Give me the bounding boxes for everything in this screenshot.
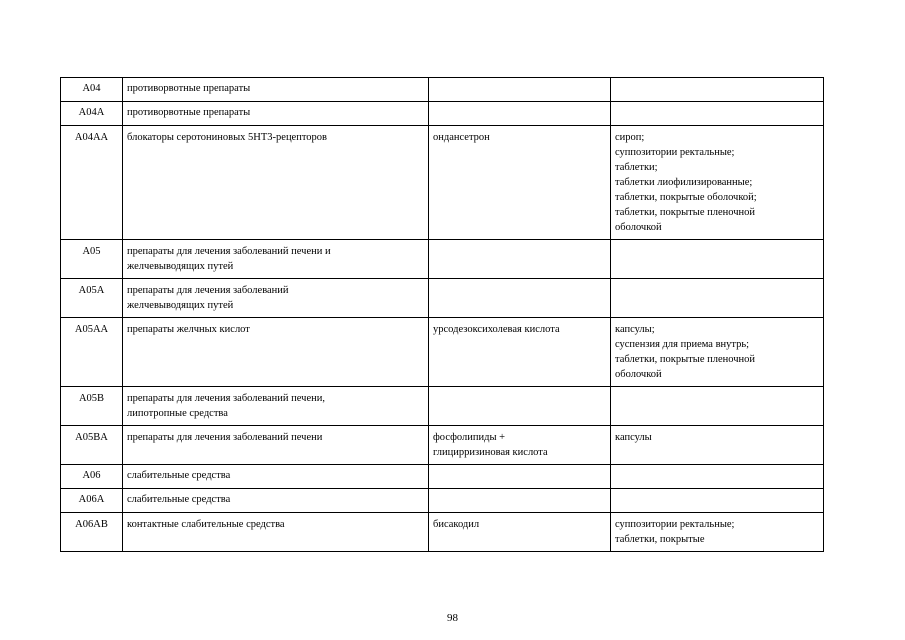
inn-cell	[429, 465, 611, 489]
atc-code-cell: A05B	[61, 387, 123, 426]
group-name-cell: контактные слабительные средства	[123, 513, 429, 552]
inn-cell: бисакодил	[429, 513, 611, 552]
table-row	[61, 102, 824, 126]
table-row	[61, 126, 824, 240]
inn-cell	[429, 240, 611, 279]
group-name-cell: слабительные средства	[123, 489, 429, 513]
dosage-forms-cell	[611, 489, 824, 513]
table-row	[61, 465, 824, 489]
table-row	[61, 78, 824, 102]
dosage-forms-cell	[611, 279, 824, 318]
dosage-forms-cell: сироп; суппозитории ректальные; таблетки; таблетки лиофилизированные; таблетки, покрытые оболочкой; таблетки, покрытые пленочной оболочкой	[611, 126, 824, 240]
inn-cell	[429, 279, 611, 318]
drug-table	[60, 77, 824, 552]
inn-cell: ондансетрон	[429, 126, 611, 240]
group-name-cell: препараты желчных кислот	[123, 318, 429, 387]
group-name-cell: слабительные средства	[123, 465, 429, 489]
group-name-cell: блокаторы серотониновых 5HT3-рецепторов	[123, 126, 429, 240]
table-row	[61, 240, 824, 279]
group-name-cell: препараты для лечения заболеваний печени, липотропные средства	[123, 387, 429, 426]
atc-code-cell: A06	[61, 465, 123, 489]
table-row	[61, 489, 824, 513]
dosage-forms-cell: капсулы; суспензия для приема внутрь; таблетки, покрытые пленочной оболочкой	[611, 318, 824, 387]
dosage-forms-cell	[611, 78, 824, 102]
atc-code-cell: A05AA	[61, 318, 123, 387]
atc-code-cell: A06A	[61, 489, 123, 513]
table-row	[61, 318, 824, 387]
group-name-cell: препараты для лечения заболеваний печени и желчевыводящих путей	[123, 240, 429, 279]
group-name-cell: препараты для лечения заболеваний желчевыводящих путей	[123, 279, 429, 318]
page-number: 98	[447, 612, 458, 624]
inn-cell: урсодезоксихолевая кислота	[429, 318, 611, 387]
dosage-forms-cell	[611, 102, 824, 126]
atc-code-cell: A05BA	[61, 426, 123, 465]
group-name-cell: противорвотные препараты	[123, 78, 429, 102]
inn-cell	[429, 102, 611, 126]
table-row	[61, 426, 824, 465]
group-name-cell: противорвотные препараты	[123, 102, 429, 126]
inn-cell	[429, 78, 611, 102]
atc-code-cell: A04	[61, 78, 123, 102]
dosage-forms-cell	[611, 240, 824, 279]
table-row	[61, 387, 824, 426]
atc-code-cell: A05A	[61, 279, 123, 318]
inn-cell	[429, 489, 611, 513]
atc-code-cell: A05	[61, 240, 123, 279]
inn-cell: фосфолипиды + глицирризиновая кислота	[429, 426, 611, 465]
table-row	[61, 279, 824, 318]
group-name-cell: препараты для лечения заболеваний печени	[123, 426, 429, 465]
dosage-forms-cell: суппозитории ректальные; таблетки, покрытые	[611, 513, 824, 552]
atc-code-cell: A04A	[61, 102, 123, 126]
atc-code-cell: A04AA	[61, 126, 123, 240]
atc-code-cell: A06AB	[61, 513, 123, 552]
inn-cell	[429, 387, 611, 426]
dosage-forms-cell	[611, 387, 824, 426]
dosage-forms-cell: капсулы	[611, 426, 824, 465]
table-row	[61, 513, 824, 552]
dosage-forms-cell	[611, 465, 824, 489]
